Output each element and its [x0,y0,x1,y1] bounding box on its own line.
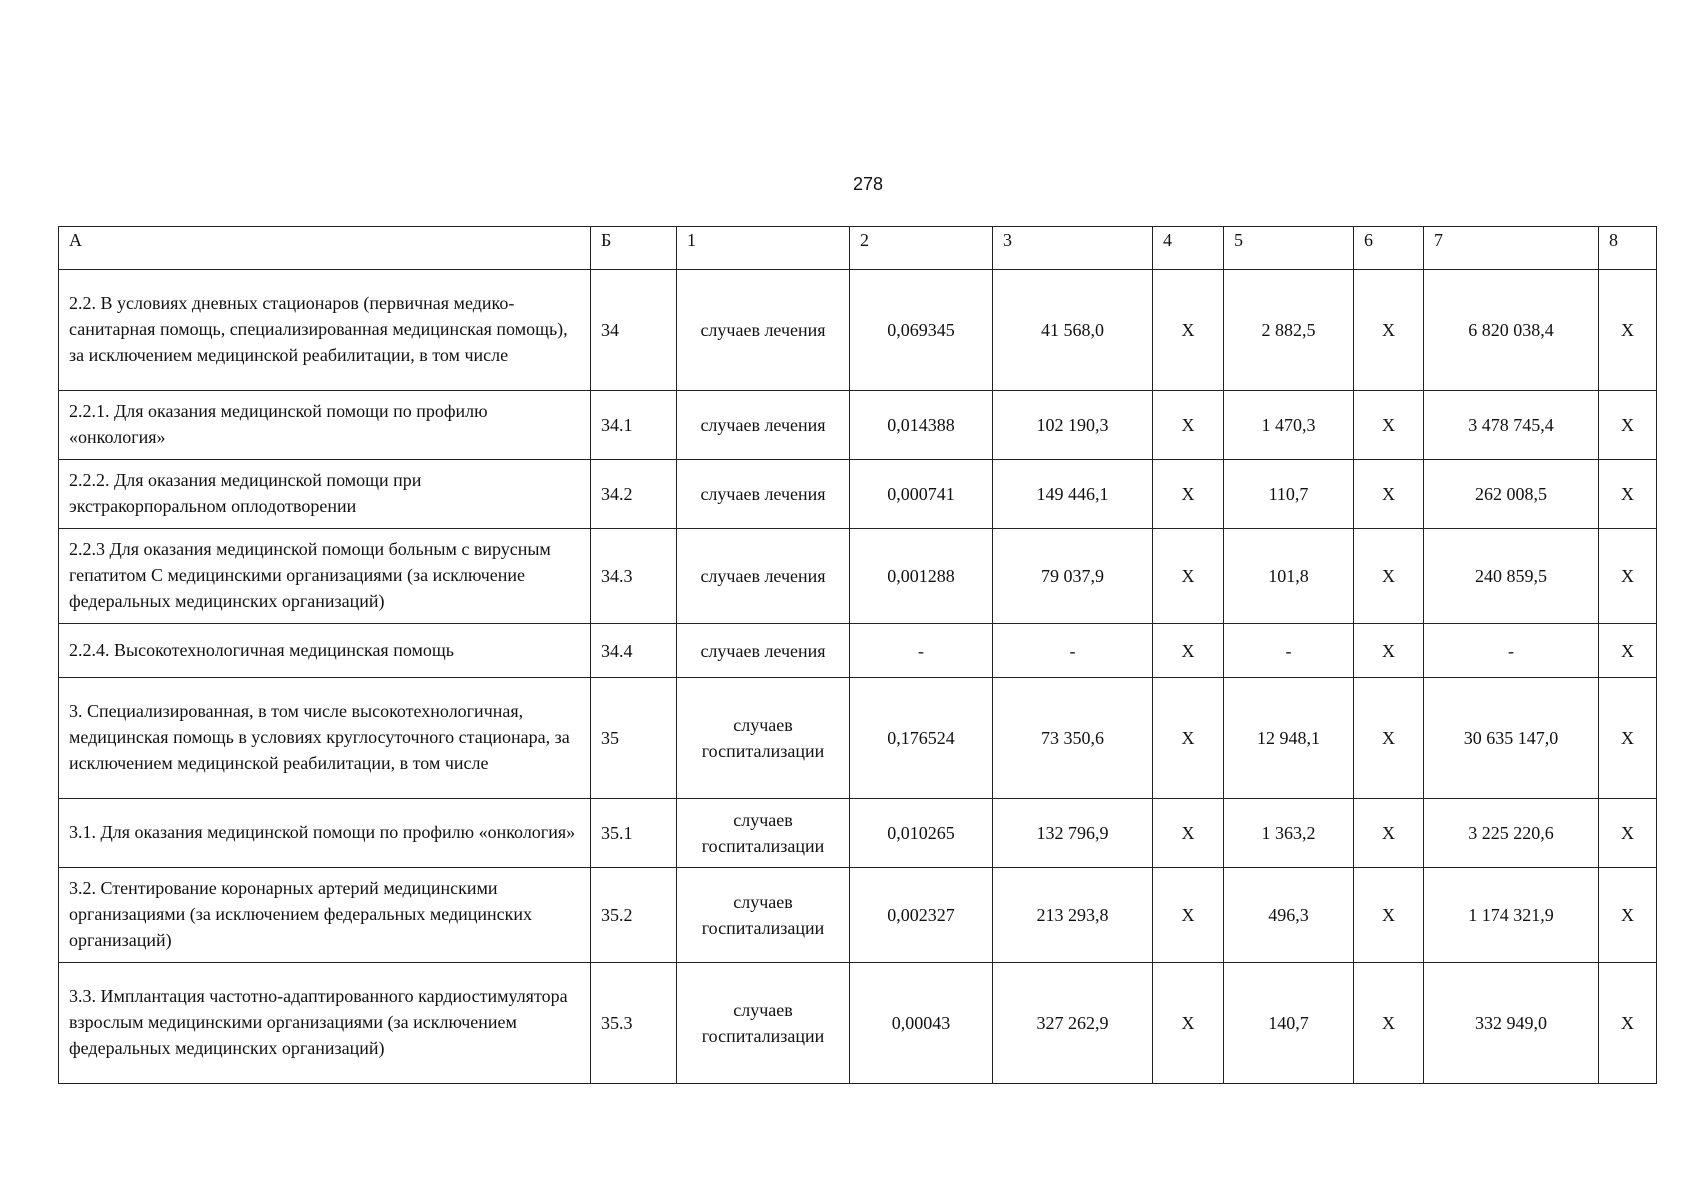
row-col3-cell: 327 262,9 [993,963,1153,1084]
row-code-cell: 34.1 [591,391,677,460]
row-col7-cell: 30 635 147,0 [1424,678,1599,799]
row-col7-cell: 3 478 745,4 [1424,391,1599,460]
row-col6-cell: X [1354,799,1424,868]
row-col5-cell: 101,8 [1224,529,1354,624]
row-code-cell: 34.2 [591,460,677,529]
row-code-cell: 34.3 [591,529,677,624]
row-name-cell: 3.3. Имплантация частотно-адаптированного кардиостимулятора взрослым медицинскими организациями (за исключением федеральных медицинских организаций) [59,963,591,1084]
row-code-cell: 35 [591,678,677,799]
row-col2-cell: 0,001288 [850,529,993,624]
row-col3-cell: 213 293,8 [993,868,1153,963]
row-col5-cell: 1 470,3 [1224,391,1354,460]
table-row [59,868,1657,963]
table-row [59,270,1657,391]
header-cell: А [59,227,591,270]
row-unit-cell: случаев госпитализации [677,799,850,868]
row-col5-cell: 1 363,2 [1224,799,1354,868]
row-col8-cell: X [1599,270,1657,391]
row-unit-cell: случаев госпитализации [677,868,850,963]
row-col6-cell: X [1354,678,1424,799]
row-col8-cell: X [1599,529,1657,624]
row-col6-cell: X [1354,529,1424,624]
row-col4-cell: X [1153,799,1224,868]
header-cell: 7 [1424,227,1599,270]
table-row [59,678,1657,799]
row-col6-cell: X [1354,963,1424,1084]
row-col5-cell: - [1224,624,1354,678]
row-col4-cell: X [1153,529,1224,624]
row-col8-cell: X [1599,460,1657,529]
row-col6-cell: X [1354,270,1424,391]
row-col8-cell: X [1599,963,1657,1084]
row-col3-cell: 149 446,1 [993,460,1153,529]
row-col8-cell: X [1599,391,1657,460]
table-row [59,460,1657,529]
row-col7-cell: 240 859,5 [1424,529,1599,624]
row-unit-cell: случаев лечения [677,391,850,460]
row-col5-cell: 496,3 [1224,868,1354,963]
header-cell: 5 [1224,227,1354,270]
row-col6-cell: X [1354,391,1424,460]
row-name-cell: 2.2.1. Для оказания медицинской помощи по профилю «онкология» [59,391,591,460]
row-col4-cell: X [1153,460,1224,529]
row-col5-cell: 140,7 [1224,963,1354,1084]
row-col2-cell: 0,000741 [850,460,993,529]
table-body [59,227,1657,1084]
row-code-cell: 35.3 [591,963,677,1084]
row-col7-cell: - [1424,624,1599,678]
row-col6-cell: X [1354,868,1424,963]
row-col5-cell: 12 948,1 [1224,678,1354,799]
table-row [59,529,1657,624]
header-cell: Б [591,227,677,270]
table-row [59,624,1657,678]
row-col8-cell: X [1599,678,1657,799]
row-col6-cell: X [1354,460,1424,529]
row-col3-cell: 132 796,9 [993,799,1153,868]
row-col4-cell: X [1153,270,1224,391]
row-col3-cell: 79 037,9 [993,529,1153,624]
row-col7-cell: 6 820 038,4 [1424,270,1599,391]
row-name-cell: 2.2. В условиях дневных стационаров (первичная медико-санитарная помощь, специализированная медицинская помощь), за исключением медицинской реабилитации, в том числе [59,270,591,391]
row-unit-cell: случаев лечения [677,270,850,391]
row-col6-cell: X [1354,624,1424,678]
header-cell: 1 [677,227,850,270]
table-row [59,391,1657,460]
row-col2-cell: 0,00043 [850,963,993,1084]
row-col7-cell: 332 949,0 [1424,963,1599,1084]
row-col4-cell: X [1153,868,1224,963]
row-unit-cell: случаев лечения [677,529,850,624]
row-col3-cell: - [993,624,1153,678]
table-row [59,963,1657,1084]
table-header-row [59,227,1657,270]
row-name-cell: 2.2.4. Высокотехнологичная медицинская помощь [59,624,591,678]
row-unit-cell: случаев госпитализации [677,963,850,1084]
row-code-cell: 35.1 [591,799,677,868]
page-number: 278 [852,174,884,194]
row-col5-cell: 2 882,5 [1224,270,1354,391]
row-col3-cell: 41 568,0 [993,270,1153,391]
row-col8-cell: X [1599,868,1657,963]
row-col2-cell: 0,014388 [850,391,993,460]
row-col2-cell: 0,010265 [850,799,993,868]
row-col2-cell: 0,176524 [850,678,993,799]
row-code-cell: 34 [591,270,677,391]
row-code-cell: 35.2 [591,868,677,963]
row-col4-cell: X [1153,678,1224,799]
row-col4-cell: X [1153,391,1224,460]
row-col2-cell: 0,002327 [850,868,993,963]
row-col7-cell: 3 225 220,6 [1424,799,1599,868]
header-cell: 2 [850,227,993,270]
row-unit-cell: случаев лечения [677,460,850,529]
row-col4-cell: X [1153,624,1224,678]
row-unit-cell: случаев госпитализации [677,678,850,799]
row-name-cell: 3.2. Стентирование коронарных артерий медицинскими организациями (за исключением федеральных медицинских организаций) [59,868,591,963]
row-name-cell: 2.2.2. Для оказания медицинской помощи при экстракорпоральном оплодотворении [59,460,591,529]
row-col8-cell: X [1599,799,1657,868]
row-col7-cell: 262 008,5 [1424,460,1599,529]
header-cell: 8 [1599,227,1657,270]
row-col2-cell: 0,069345 [850,270,993,391]
row-col3-cell: 73 350,6 [993,678,1153,799]
row-col5-cell: 110,7 [1224,460,1354,529]
row-name-cell: 3. Специализированная, в том числе высокотехнологичная, медицинская помощь в условиях круглосуточного стационара, за исключением медицинской реабилитации, в том числе [59,678,591,799]
row-unit-cell: случаев лечения [677,624,850,678]
header-cell: 6 [1354,227,1424,270]
header-cell: 4 [1153,227,1224,270]
header-cell: 3 [993,227,1153,270]
row-col4-cell: X [1153,963,1224,1084]
row-col3-cell: 102 190,3 [993,391,1153,460]
row-name-cell: 2.2.3 Для оказания медицинской помощи больным с вирусным гепатитом С медицинскими организациями (за исключение федеральных медицинских организаций) [59,529,591,624]
row-name-cell: 3.1. Для оказания медицинской помощи по профилю «онкология» [59,799,591,868]
table-row [59,799,1657,868]
row-col8-cell: X [1599,624,1657,678]
row-code-cell: 34.4 [591,624,677,678]
row-col7-cell: 1 174 321,9 [1424,868,1599,963]
data-table [58,226,1657,1084]
row-col2-cell: - [850,624,993,678]
